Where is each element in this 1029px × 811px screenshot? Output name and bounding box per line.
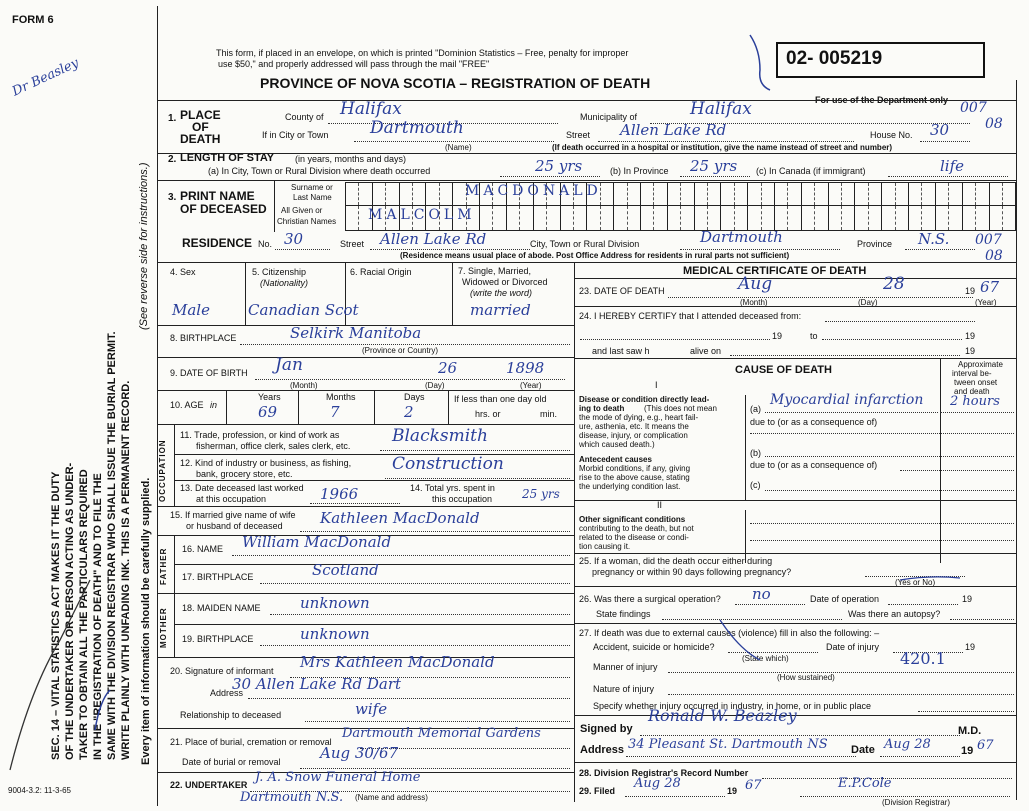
undertaker-caption: (Name and address) [355,793,428,802]
pen-bracket-stroke [740,30,790,100]
residence-label: RESIDENCE [182,236,253,250]
given-label-1: All Given or [281,206,323,215]
marital-label-2: Widowed or Divorced [462,277,548,287]
residence-province-label: Province [857,239,893,249]
dept-code-4: 08 [985,248,1003,264]
mother-birthplace-value: unknown [300,625,370,643]
sex-label: 4. Sex [170,267,196,277]
informant-address-value: 30 Allen Lake Rd Dart [232,675,402,693]
envelope-note-1: This form, if placed in an envelope, on which is printed "Dominion Statistics – Free, penalty for improper [216,48,629,58]
given-value: MALCOLM [368,207,476,223]
age-label: 10. AGE [170,400,204,410]
days-label: Days [404,392,425,402]
disease-label-1: Disease or condition directly lead- [579,395,710,404]
page-title: PROVINCE OF NOVA SCOTIA – REGISTRATION OF DEATH [260,75,651,91]
death-date-19: 19 [965,286,976,296]
name-label-2: OF DECEASED [180,202,267,216]
years-value: 69 [258,403,278,421]
death-date-label: 23. DATE OF DEATH [579,286,665,296]
item-3-num: 3. [168,192,177,203]
given-label-2: Christian Names [277,217,337,226]
q29-label: 29. Filed [579,786,616,796]
op-date-19: 19 [962,594,973,604]
surname-grid [345,182,1016,206]
industry-value: Construction [392,454,504,474]
q25-caption: (Yes or No) [895,578,936,587]
place-label-3: DEATH [180,132,221,146]
last-worked-value: 1966 [320,485,359,503]
side-text-7: (See reverse side for instructions.) [138,162,150,330]
injury-date-label: Date of injury [826,642,880,652]
other-label-2: contributing to the death, but not [579,524,694,533]
stay-b-value: 25 yrs [690,157,738,175]
residence-city-value: Dartmouth [700,228,783,246]
cause-header: CAUSE OF DEATH [735,364,832,376]
surname-label-2: Last Name [293,193,332,202]
mother-maiden-value: unknown [300,594,370,612]
cause-a-value: Myocardial infarction [770,392,924,408]
length-of-stay-label: LENGTH OF STAY [180,152,275,164]
industry-label-2: bank, grocery store, etc. [196,469,293,479]
disease-label-4: ure, asthenia, etc. It means the [579,422,689,431]
dob-day-caption: (Day) [425,381,445,390]
house-value: 30 [930,121,950,139]
dob-month-caption: (Month) [290,381,318,390]
doctor-date-19: 19 [961,745,974,757]
residence-province-value: N.S. [918,230,950,248]
last-worked-label-2: at this occupation [196,494,267,504]
doctor-address-value: 34 Pleasant St. Dartmouth NS [628,737,828,752]
side-text-8: Every item of information should be carefully supplied. [140,477,152,765]
cause-a-interval: 2 hours [950,394,1000,409]
doctor-date-label: Date [851,744,875,756]
place-label-1: PLACE [180,108,221,122]
mother-maiden-label: 18. MAIDEN NAME [182,603,261,613]
industry-label-1: 12. Kind of industry or business, as fishing, [180,458,352,468]
father-birthplace-label: 17. BIRTHPLACE [182,572,254,582]
q25-label-1: 25. If a woman, did the death occur either during [579,556,773,566]
disease-label-2b: (This does not mean [644,404,717,413]
informant-sig-value: Mrs Kathleen MacDonald [300,653,495,671]
item-1-num: 1. [168,113,177,124]
section-i: I [655,380,658,390]
certify-to: to [810,331,818,341]
death-date-month: Aug [738,274,773,294]
trade-label-2: fisherman, office clerk, sales clerk, etc. [196,441,351,451]
alive-label: alive on [690,346,722,356]
min-label: min. [540,409,558,419]
last-worked-label-1: 13. Date deceased last worked [180,483,304,493]
residence-street-value: Allen Lake Rd [380,230,487,248]
burial-place-value: Dartmouth Memorial Gardens [342,726,541,741]
alive-19: 19 [965,346,976,356]
dob-month: Jan [275,355,303,375]
nature-code: 420.1 [900,649,946,668]
place-label-2: OF [192,120,209,134]
municipality-value: Halifax [690,99,752,119]
injury-date-19: 19 [965,642,976,652]
street-label: Street [566,130,591,140]
father-name-label: 16. NAME [182,544,224,554]
days-value: 2 [404,403,414,421]
spouse-label-1: 15. If married give name of wife [170,510,296,520]
relation-value: wife [355,700,388,718]
death-month-caption: (Month) [740,298,768,307]
q28-label: 28. Division Registrar's Record Number [579,768,749,778]
dob-year-caption: (Year) [520,381,542,390]
side-doctor-note: Dr Beasley [9,55,82,100]
marital-label-1: 7. Single, Married, [458,266,532,276]
form-number: FORM 6 [12,14,54,26]
mother-birthplace-label: 19. BIRTHPLACE [182,634,254,644]
municipality-label: Municipality of [580,112,638,122]
house-label: House No. [870,130,913,140]
occupation-side-label: OCCUPATION [158,439,167,502]
doctor-signature: Ronald W. Beazley [648,706,797,725]
pen-check-strokes [700,560,1020,670]
side-text-3: TAKER TO OBTAIN ALL THE PARTICULARS REQUIRED [78,469,90,760]
burial-date-value: Aug 30/67 [320,744,399,762]
stay-a-value: 25 yrs [535,157,583,175]
section-ii: II [657,500,663,510]
how-sustained-caption: (How sustained) [777,673,835,682]
citizenship-label: 5. Citizenship [252,267,307,277]
stay-b-label: (b) In Province [610,166,669,176]
spouse-value: Kathleen MacDonald [320,509,480,527]
dept-code-1: 007 [960,100,987,116]
surname-value: MACDONALD [465,183,602,199]
manner-label: Manner of injury [593,662,658,672]
side-text-5: SAME WITH THE DIVISION REGISTRAR WHO SHALL ISSUE THE BURIAL PERMIT. [106,331,118,760]
nature-label: Nature of injury [593,684,655,694]
racial-label: 6. Racial Origin [350,267,412,277]
q26-value: no [752,585,771,603]
certify-19-b: 19 [965,331,976,341]
cause-b-label: (b) [750,448,761,458]
other-label-4: tion causing it. [579,542,631,551]
mother-side-label: MOTHER [159,607,168,648]
residence-no-label: No. [258,239,273,249]
residence-no-value: 30 [284,230,304,248]
side-text-2: OF THE UNDERTAKER OR PERSON ACTING AS UNDER- [64,462,76,760]
signed-by-label: Signed by [580,723,633,735]
residence-city-label: City, Town or Rural Division [530,239,640,249]
doctor-date-value: Aug 28 [884,737,931,752]
registrar-caption: (Division Registrar) [882,798,951,807]
specify-label: Specify whether injury occurred in industry, in home, or in public place [593,701,871,711]
side-text-6: WRITE PLAINLY WITH UNFADING INK. THIS IS A PERMANENT RECORD. [120,380,132,760]
disease-label-2: ing to death [579,404,625,413]
form-code: 9004-3.2: 11-3-65 [8,786,72,795]
margin-pen-strokes [0,0,160,811]
antecedent-label-1: Antecedent causes [579,455,652,464]
other-label-1: Other significant conditions [579,515,686,524]
doctor-address-label: Address [580,744,625,756]
county-label: County of [285,112,324,122]
envelope-note-2: use $50," and properly addressed will pass through the mail "FREE" [218,59,490,69]
marital-label-3: (write the word) [470,288,533,298]
frame-left [157,6,158,806]
relation-label: Relationship to deceased [180,710,282,720]
state-which-caption: (State which) [742,654,789,663]
certify-label: 24. I HEREBY CERTIFY that I attended deceased from: [579,311,802,321]
side-text-1: SEC. 14 – VITAL STATISTICS ACT MAKES IT THE DUTY [50,471,62,760]
undertaker-label: 22. UNDERTAKER [170,780,248,790]
death-date-day: 28 [883,274,905,294]
registration-number: 02- 005219 [786,48,883,69]
disease-label-5: disease, injury, or complication [579,431,688,440]
md-label: M.D. [958,725,982,737]
months-label: Months [326,392,356,402]
last-saw-label: and last saw h [592,346,650,356]
filed-year: 67 [745,778,762,793]
birthplace-caption: (Province or Country) [362,346,439,355]
city-value: Dartmouth [370,118,464,138]
state-findings-label: State findings [596,609,651,619]
total-years-label-2: this occupation [432,494,493,504]
interval-header-2: interval be- [952,369,992,378]
dob-day: 26 [438,359,458,377]
item-2-num: 2. [168,154,177,165]
q25-label-2: pregnancy or within 90 days following pregnancy? [592,567,792,577]
interval-header-3: tween onset [954,378,998,387]
stay-a-label: (a) In City, Town or Rural Division where death occurred [208,166,431,176]
doctor-date-year: 67 [977,738,994,753]
name-label-1: PRINT NAME [180,189,255,203]
trade-label-1: 11. Trade, profession, or kind of work as [180,430,340,440]
interval-header-1: Approximate [958,360,1003,369]
hospital-note: (If death occurred in a hospital or institution, give the name instead of street and number) [552,143,893,152]
age-in: in [210,400,218,410]
q26-label: 26. Was there a surgical operation? [579,594,721,604]
antecedent-label-3: rise to the above cause, stating [579,473,690,482]
antecedent-label-2: Morbid conditions, if any, giving [579,464,691,473]
medical-header: MEDICAL CERTIFICATE OF DEATH [683,265,867,277]
dept-code-2: 08 [985,116,1003,132]
street-value: Allen Lake Rd [620,121,727,139]
q27-label: 27. If death was due to external causes (violence) fill in also the following: – [579,628,880,638]
op-date-label: Date of operation [810,594,880,604]
cause-c-label: (c) [750,480,761,490]
length-of-stay-suffix: (in years, months and days) [295,154,407,164]
undertaker-value: J. A. Snow Funeral Home [255,770,421,785]
disease-label-6: which caused death.) [579,440,655,449]
burial-place-label: 21. Place of burial, cremation or removal [170,737,332,747]
registration-number-box [776,42,985,78]
registrar-signature: E.P.Cole [838,776,892,791]
antecedent-label-4: the underlying condition last. [579,482,681,491]
due-to-1: due to (or as a consequence of) [750,417,878,427]
rule-top [157,100,1017,101]
death-year-caption: (Year) [975,298,997,307]
death-date-year: 67 [980,278,1000,296]
total-years-value: 25 yrs [522,487,560,501]
stay-c-label: (c) In Canada (if immigrant) [756,166,866,176]
hrs-label: hrs. or [475,409,501,419]
total-years-label-1: 14. Total yrs. spent in [410,483,495,493]
trade-value: Blacksmith [392,426,488,446]
undertaker-value-2: Dartmouth N.S. [240,790,344,805]
citizenship-sub: (Nationality) [260,278,309,288]
birthplace-value: Selkirk Manitoba [290,324,422,342]
dob-year: 1898 [506,359,545,377]
dob-label: 9. DATE OF BIRTH [170,368,248,378]
filed-date-value: Aug 28 [634,776,681,791]
name-caption: (Name) [445,143,472,152]
dept-use-label: For use of the Department only [815,95,949,105]
dept-code-3: 007 [975,232,1002,248]
accident-label: Accident, suicide or homicide? [593,642,715,652]
birthplace-label: 8. BIRTHPLACE [170,333,237,343]
father-birthplace-value: Scotland [312,561,379,579]
cause-a-label: (a) [750,404,761,414]
due-to-2: due to (or as a consequence of) [750,460,878,470]
father-side-label: FATHER [159,547,168,585]
marital-value: married [470,301,531,319]
death-day-caption: (Day) [858,298,878,307]
city-label: If in City or Town [262,130,329,140]
years-label: Years [258,392,281,402]
father-name-value: William MacDonald [242,533,392,551]
filed-19: 19 [727,786,738,796]
surname-label-1: Surname or [291,183,333,192]
residence-street-label: Street [340,239,365,249]
county-value: Halifax [340,99,402,119]
residence-note: (Residence means usual place of abode. Post Office Address for residents in rural parts not sufficient) [400,251,790,260]
stay-c-value: life [940,157,965,175]
citizenship-value: Canadian Scot [248,301,359,319]
informant-sig-label: 20. Signature of informant [170,666,274,676]
other-label-3: related to the disease or condi- [579,533,689,542]
less-than-day-label: If less than one day old [454,394,547,404]
informant-address-label: Address [210,688,244,698]
burial-date-label: Date of burial or removal [182,757,281,767]
autopsy-label: Was there an autopsy? [848,609,941,619]
months-value: 7 [330,403,340,421]
spouse-label-2: or husband of deceased [186,521,283,531]
disease-label-3: the mode of dying, e.g., heart fail- [579,413,699,422]
interval-header-4: and death [954,387,990,396]
side-text-4: IN THE "REGISTRATION OF DEATH" AND TO FILE THE [92,473,104,760]
sex-value: Male [172,301,210,319]
certify-19-a: 19 [772,331,783,341]
